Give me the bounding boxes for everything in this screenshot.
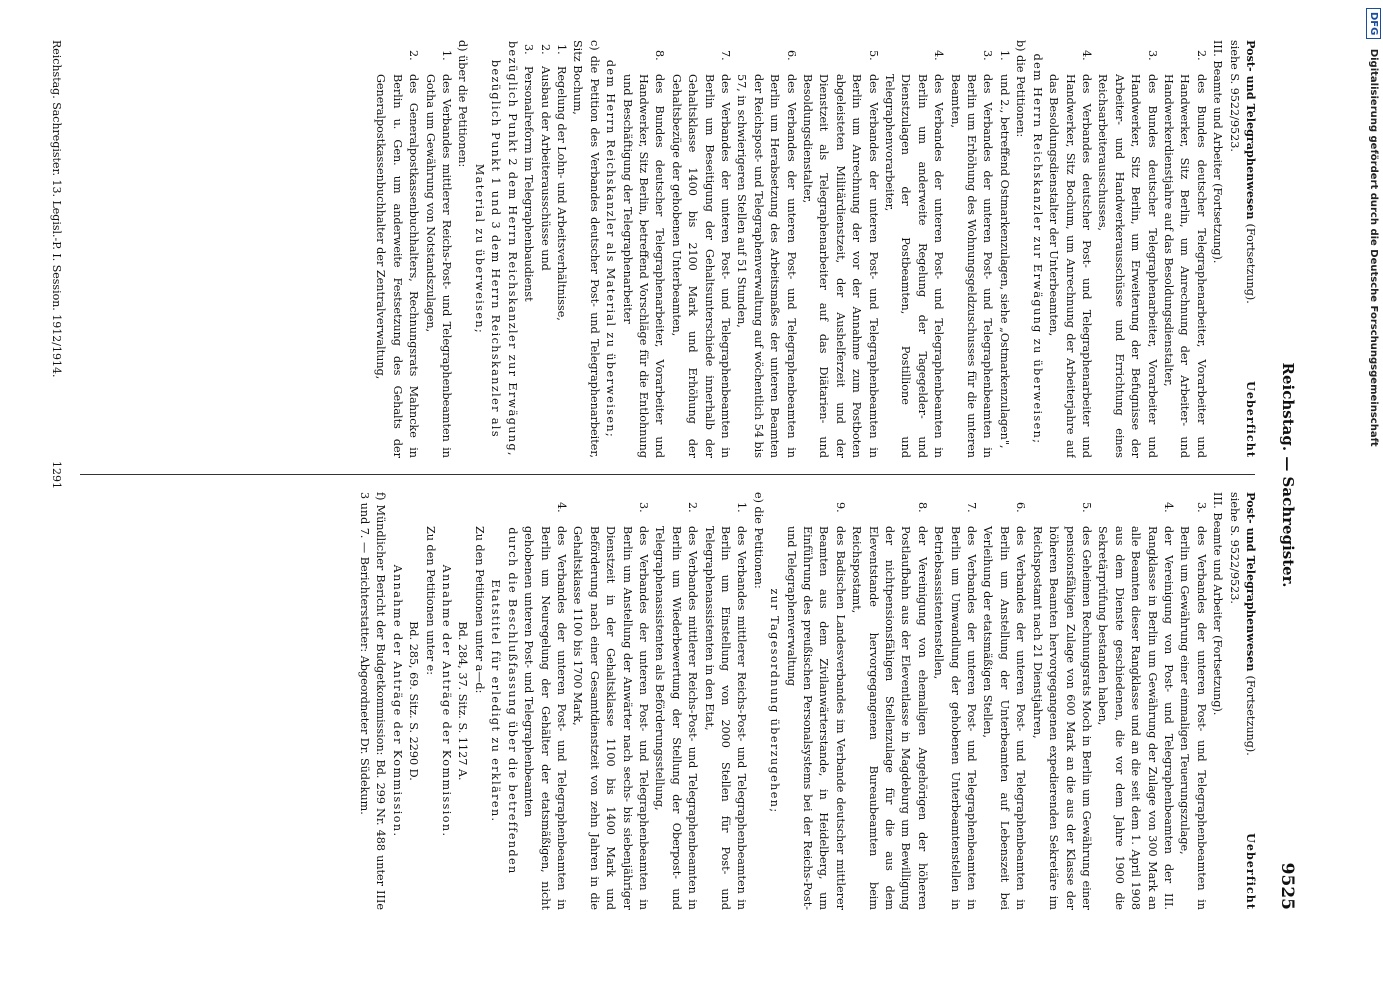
item-number: 3. xyxy=(1145,50,1159,61)
list-item xyxy=(881,40,947,458)
list-item xyxy=(799,40,881,458)
column-divider xyxy=(80,474,1255,475)
overview-link[interactable]: Ueberficht xyxy=(1244,833,1258,910)
resolution-text: bezüglich Punkt 1 und 3 dem Herrn Reichskanzler als Material zu überweisen; xyxy=(472,59,503,439)
cross-reference: siehe S. 9522/9523. xyxy=(1227,40,1241,152)
reference-heading: Zu den Petitionen unter a—d: xyxy=(472,526,486,694)
item-text: des Verbandes der unteren Post- und Telegraphenbeamten in Berlin um Anstellung der Anwärter nach sechs- bis siebenjähriger Dienstzeit in der Gehaltsklasse 1100 bis 1400 Mark und Beförderung nach einer Gesamtdienstzeit von zehn Jahren in die Gehaltsklasse 1100 bis 1700 Mark, xyxy=(571,526,650,910)
digitization-credit xyxy=(1366,8,1381,447)
footer-page-number: 1291 xyxy=(50,461,63,489)
item-number: 3. xyxy=(1194,502,1208,513)
dfg-logo: DFG xyxy=(1366,8,1381,39)
item-text: der Vereinigung von Post- und Telegraphenbeamten der III. Rangklasse in Berlin um Gewährung der Zulage von 300 Mark an alle Beamten dieser Rangklasse und an die seit dem 1. April 1908 aus dem Dienste geschiedenen, die vor dem Jahre 1900 die Sekretärprüfung bestanden haben, xyxy=(1096,526,1175,910)
item-text: Personalreform im Telegraphenbaudienst xyxy=(522,66,536,302)
item-text: des Bundes deutscher Telegraphenarbeiter, Vorarbeiter und Handwerker, Sitz Berlin, um Erweiterung der Befugnisse der Arbeiter- und Handwerkerausschüsse und Errichtung eines Reichsarbeiterausschusses, xyxy=(1096,74,1159,458)
item-text: und 2., betreffend Ostmarkenzulagen, siehe „Ostmarkenzulagen", xyxy=(997,74,1011,449)
item-text: des Geheimen Rechnungsrats Moch in Berlin um Gewährung einer pensionsfähigen Zulage von 600 Mark an die aus der Klasse der höheren Beamten hervorgegangenen expedierenden Sekretäre im Reichspostamt nach 21 Dienstjahren, xyxy=(1030,526,1093,910)
item-number: 1. xyxy=(997,50,1011,61)
list-item xyxy=(569,492,651,910)
list-group xyxy=(618,40,1012,458)
item-number: 9. xyxy=(833,502,847,513)
section-title: Ueberficht Post- und Telegraphenwesen (Fortsetzung). xyxy=(1244,40,1258,458)
list-group xyxy=(520,40,569,458)
item-number: 1. xyxy=(554,44,568,55)
item-text: des Bundes deutscher Telegraphenarbeiter, Vorarbeiter und Handwerker, Sitz Berlin, betreffend Vorschläge für die Entlohnung und Beschäftigung der Telegraphenarbeiter xyxy=(620,74,667,458)
item-number: 6. xyxy=(784,50,798,61)
resolution-text: zur Tagesordnung überzugehen; xyxy=(768,588,782,814)
list-item xyxy=(996,40,1012,458)
item-number: 7. xyxy=(719,50,732,61)
list-group xyxy=(372,40,454,458)
report-reference: f) Mündlicher Bericht der Budgetkommission: Bd. 299 Nr. 488 unter IIIe 3 und 7. — Berichterstatter: Abgeordneter Dr. Südekum. xyxy=(358,492,388,910)
item-number: 8. xyxy=(653,50,667,61)
item-text: des Verbandes der unteren Post- und Telegraphenbeamten in Berlin um Beseitigung der Gehaltsunterschiede innerhalb der Gehaltsklasse 1400 bis 2100 Mark und Erhöhung der Gehaltsbezüge der gehobenen Unterbeamten, xyxy=(669,74,732,458)
footer-source: Reichstag. Sachregister. 13. Legisl.-P. I. Session. 1912/1914. xyxy=(50,40,63,378)
right-column xyxy=(69,492,1259,910)
item-text: des Verbandes der unteren Post- und Telegraphenbeamten in Berlin um Gewährung einer einmaligen Teuerungszulage, xyxy=(1178,526,1208,910)
group-heading: b) die Petitionen: xyxy=(1014,40,1028,138)
list-item xyxy=(651,492,700,910)
section-title: Ueberficht Post- und Telegraphenwesen (Fortsetzung). xyxy=(1244,492,1258,910)
item-number: 8. xyxy=(915,502,929,513)
item-text: des Verbandes der unteren Post- und Telegraphenbeamten in Berlin um Anstellung der Unterbeamten auf Lebenszeit bei Verleihung der etatsmäßigen Stellen, xyxy=(981,526,1028,910)
list-item xyxy=(618,40,667,458)
list-item xyxy=(848,492,930,910)
item-text: des Verbandes mittlerer Reichs-Post- und Telegraphenbeamten in Berlin um Wiederbewertung der Stellung der Oberpost- und Telegraphenassistenten als Beförderungsstellung, xyxy=(653,526,700,910)
list-group xyxy=(520,492,750,910)
list-item xyxy=(372,40,421,458)
item-number: 2. xyxy=(538,44,552,55)
item-number: 4. xyxy=(932,50,946,61)
item-text: des Verbandes der unteren Post- und Telegraphenbeamten in Berlin um Herabsetzung des Arbeitsmaßes der unteren Beamten der Reichspost- und Telegraphenverwaltung auf wöchentlich 54 bis 57, in schwierigeren Stellen auf 51 Stunden, xyxy=(735,74,798,458)
item-text: des Verbandes deutscher Post- und Telegraphenarbeiter und Handwerker, Sitz Bochum, um Anrechnung der Arbeiterjahre auf das Besoldungsdienstalter der Unterbeamten, xyxy=(1047,74,1093,458)
list-item xyxy=(421,40,454,458)
item-number: 7. xyxy=(965,502,979,513)
list-item xyxy=(1028,492,1094,910)
reference-outcome: Annahme der Anträge der Kommission. xyxy=(390,564,404,838)
item-text: des Verbandes der unteren Post- und Telegraphenbeamten in Berlin um Anrechnung der vor der Annahme zum Postboten abgeleisteten Militärdienstzeit, der Aushelferzeit und der Dienstzeit als Telegraphenarbeiter auf das Diätarien- und Besoldungsdienstalter, xyxy=(801,74,880,458)
item-number: 4. xyxy=(554,502,568,513)
group-heading: c) die Petition des Verbandes deutscher Post- und Telegraphenarbeiter, Sitz Bochum, xyxy=(571,40,601,458)
list-item xyxy=(700,492,749,910)
credit-text: Digitalisierung gefördert durch die Deutsche Forschungsgemeinschaft xyxy=(1368,48,1379,447)
item-number: 3. xyxy=(522,44,536,55)
group-heading: d) über die Petitionen: xyxy=(456,40,470,168)
item-text: der Vereinigung von ehemaligen Angehörigen der höheren Postlaufbahn aus der Eleventlasse in Magdeburg um Bewilligung der nichtpensionsfähigen Stellenzulage für die aus dem Eleventstande hervorgegangenen Bureaubeamten beim Reichspostamt, xyxy=(850,526,929,910)
item-number: 1. xyxy=(735,502,749,513)
item-text: des Bundes deutscher Telegraphenarbeiter, Vorarbeiter und Handwerker, Sitz Berlin, um Anrechnung der Arbeiter- und Handwerkerdienstjahre auf das Besoldungsdienstalter, xyxy=(1161,74,1208,458)
list-item xyxy=(979,492,1028,910)
list-item xyxy=(1094,492,1176,910)
item-number: 4. xyxy=(1079,50,1093,61)
item-number: 2. xyxy=(407,50,421,61)
resolution-text: bezüglich Punkt 2 dem Herrn Reichskanzler zur Erwägung, xyxy=(505,41,519,457)
item-text: des Verbandes der unteren Post- und Telegraphenbeamten in Berlin um Neuregelung der Gehälter der etatsmäßigen, nicht gehobenen unteren Post- und Telegraphenbeamten xyxy=(522,526,568,910)
list-item xyxy=(1160,40,1209,458)
list-item xyxy=(520,40,536,458)
item-number: 3. xyxy=(981,50,995,61)
reference-outcome: Annahme der Anträge der Kommission. xyxy=(440,564,454,838)
resolution-text: dem Herrn Reichskanzler als Material zu überweisen; xyxy=(604,59,618,439)
list-item xyxy=(1045,40,1094,458)
item-text: des Verbandes mittlerer Reichs-Post- und Telegraphenbeamten in Berlin um Einstellung von 2000 Stellen für Post- und Telegraphenassistenten in den Etat, xyxy=(702,526,749,910)
list-group xyxy=(782,492,1209,910)
item-text: des Badischen Landesverbandes im Verbande deutscher mittlerer Beamten aus dem Zivilanwärterstande, in Heidelberg, um Einführung des preußischen Personalsystems bei der Reichs-Post- und Telegraphenverwaltung xyxy=(784,526,847,910)
item-number: 4. xyxy=(1161,502,1175,513)
item-text: des Verbandes der unteren Post- und Telegraphenbeamten in Berlin um anderweite Regelung der Tagegelder- und Dienstzulagen der Postbeamten, Postillione und Telegraphenvorarbeiter, xyxy=(883,74,946,458)
list-item xyxy=(667,40,733,458)
resolution-text: dem Herrn Reichskanzler zur Erwägung zu überweisen; xyxy=(1030,53,1044,445)
item-number: 1. xyxy=(440,50,454,61)
list-item xyxy=(520,492,569,910)
list-item xyxy=(782,492,848,910)
overview-link[interactable]: Ueberficht xyxy=(1244,381,1258,458)
reference-citation: Bd. 285, 69. Sitz. S. 2290 D. xyxy=(407,621,421,781)
page-number: 9525 xyxy=(1277,862,1297,910)
item-number: 3. xyxy=(636,502,650,513)
subsection-heading: III. Beamte und Arbeiter (Fortsetzung). xyxy=(1211,492,1225,716)
item-number: 5. xyxy=(866,50,880,61)
item-number: 6. xyxy=(1014,502,1028,513)
cross-reference: siehe S. 9522/9523. xyxy=(1227,492,1241,604)
item-number: 2. xyxy=(1194,50,1208,61)
item-text: Regelung der Lohn- und Arbeitsverhältnisse, xyxy=(554,66,568,321)
list-item xyxy=(536,40,552,458)
item-text: des Generalpostkassenbuchhalters, Rechnungsrats Mahncke in Berlin u. Gen. um anderweite Festsetzung des Gehalts der Generalpostkassenbuchhalter der Zentralverwaltung, xyxy=(374,74,421,458)
resolution-text: durch die Beschlußfassung über die betreffenden Etatstitel für erledigt zu erklären. xyxy=(489,527,519,875)
reference-heading: Zu den Petitionen unter e: xyxy=(423,526,437,676)
page-header-title: Reichstag. — Sachregister. xyxy=(1279,362,1297,588)
item-text: des Verbandes mittlerer Reichs-Post- und Telegraphenbeamten in Gotha um Gewährung von Notstandszulagen, xyxy=(423,74,454,458)
list-item xyxy=(946,40,995,458)
item-text: des Verbandes der unteren Post- und Telegraphenbeamten in Berlin um Erhöhung des Wohnungsgeldzuschusses für die unteren Beamten, xyxy=(948,74,995,458)
item-number: 2. xyxy=(686,502,700,513)
list-item xyxy=(930,492,979,910)
list-item xyxy=(1094,40,1160,458)
list-group xyxy=(1045,40,1209,458)
left-column xyxy=(69,40,1259,458)
group-heading: e) die Petitionen: xyxy=(751,492,765,589)
list-item xyxy=(733,40,799,458)
reference-citation: Bd. 284, 37. Sitz. S. 1127 A. xyxy=(456,621,470,781)
list-item xyxy=(1176,492,1209,910)
list-item xyxy=(553,40,569,458)
item-number: 5. xyxy=(1079,502,1093,513)
subsection-heading: III. Beamte und Arbeiter (Fortsetzung). xyxy=(1211,40,1225,264)
item-text: Ausbau der Arbeiterausschüsse und xyxy=(538,66,552,271)
item-text: des Verbandes der unteren Post- und Telegraphenbeamten in Berlin um Umwandlung der gehobenen Unterbeamtenstellen in Betriebsassistentenstellen, xyxy=(932,526,979,910)
